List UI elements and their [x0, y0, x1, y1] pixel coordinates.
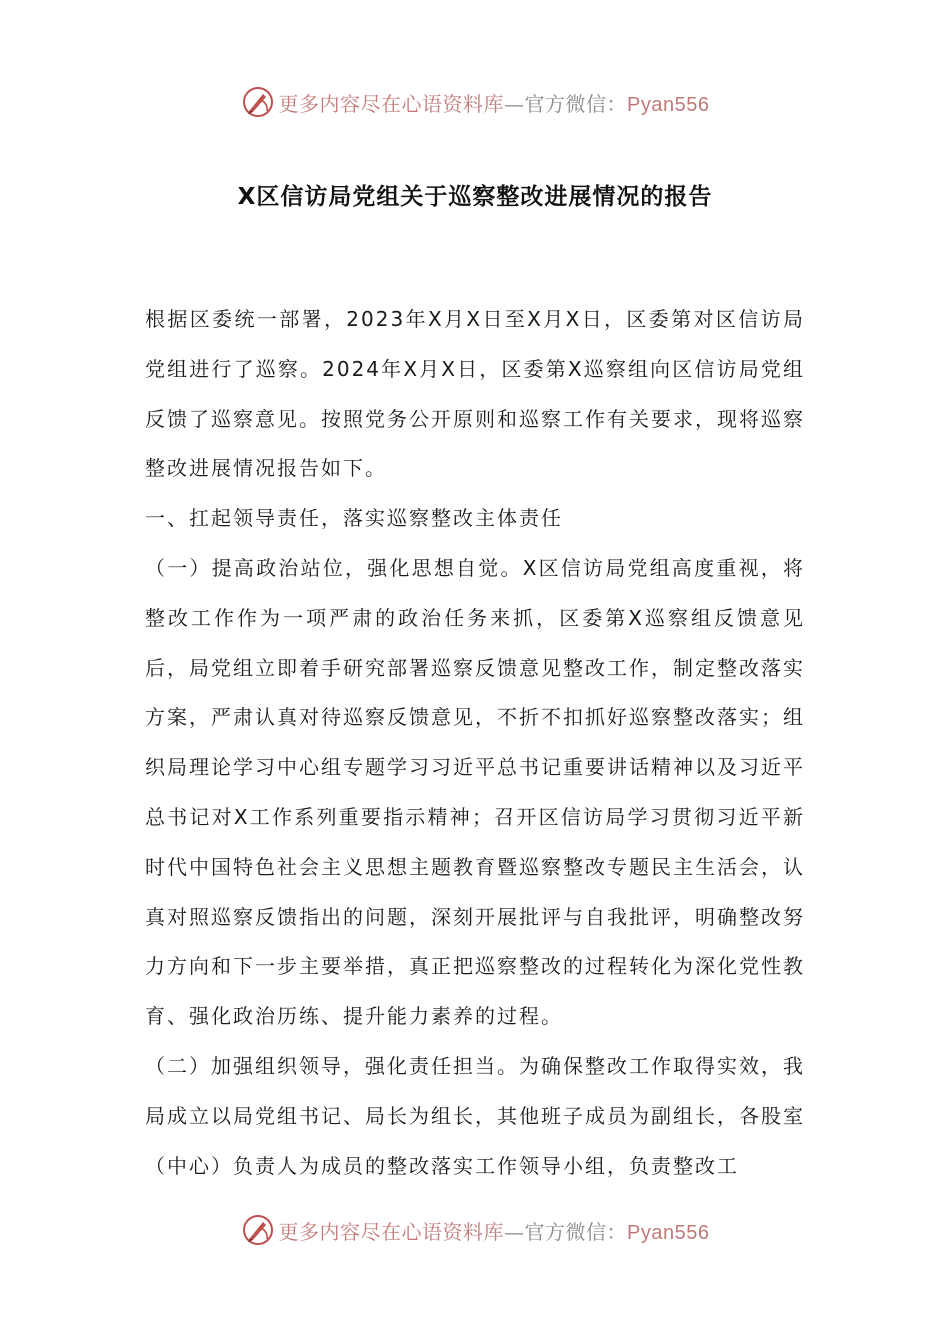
watermark-text: 更多内容尽在心语资料库—官方微信：Pyan556: [278, 1219, 710, 1244]
watermark-footer: [0, 1210, 950, 1250]
body-paragraph: 根据区委统一部署，2023年X月X日至X月X日，区委第对区信访局党组进行了巡察。2024年X月X日，区委第X巡察组向区信访局党组反馈了巡察意见。按照党务公开原则和巡察工作有关要求，现将巡察整改进展情况报告如下。: [145, 307, 805, 481]
watermark-header: [0, 82, 950, 122]
section-heading: 一、扛起领导责任，落实巡察整改主体责任: [145, 506, 563, 531]
pen-circle-logo-icon: [241, 85, 275, 119]
document-body: [145, 295, 805, 1191]
pen-circle-logo-icon: [241, 1213, 275, 1247]
watermark-text: 更多内容尽在心语资料库—官方微信：Pyan556: [278, 91, 710, 116]
body-paragraph: （一）提高政治站位，强化思想自觉。X区信访局党组高度重视，将整改工作作为一项严肃的政治任务来抓，区委第X巡察组反馈意见后，局党组立即着手研究部署巡察反馈意见整改工作，制定整改落实方案，严肃认真对待巡察反馈意见，不折不扣抓好巡察整改落实；组织局理论学习中心组专题学习习近平总书记重要讲话精神以及习近平总书记对X工作系列重要指示精神；召开区信访局学习贯彻习近平新时代中国特色社会主义思想主题教育暨巡察整改专题民主生活会，认真对照巡察反馈指出的问题，深刻开展批评与自我批评，明确整改努力方向和下一步主要举措，真正把巡察整改的过程转化为深化党性教育、强化政治历练、提升能力素养的过程。: [145, 555, 805, 1029]
document-title: X区信访局党组关于巡察整改进展情况的报告: [237, 184, 713, 210]
body-paragraph: （二）加强组织领导，强化责任担当。为确保整改工作取得实效，我局成立以局党组书记、局长为组长，其他班子成员为副组长，各股室（中心）负责人为成员的整改落实工作领导小组，负责整改工: [145, 1053, 805, 1178]
